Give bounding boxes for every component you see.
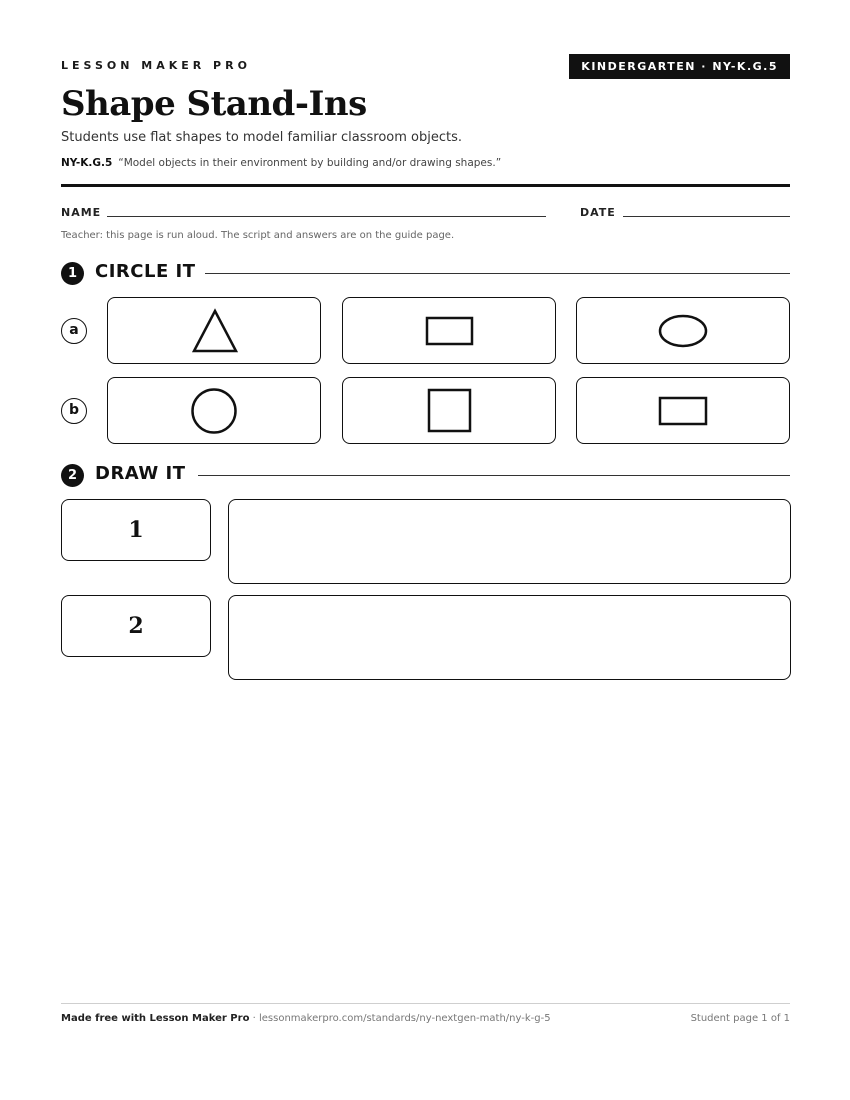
footer-url[interactable]: lessonmakerpro.com/standards/ny-nextgen-math/ny-k-g-5 — [258, 1013, 551, 1024]
page-subtitle: Students use flat shapes to model familiar classroom objects. — [61, 130, 463, 145]
oval-shape — [577, 298, 789, 363]
section-1-title: CIRCLE IT — [95, 261, 196, 282]
draw-area-2[interactable] — [228, 595, 791, 680]
rectangle-shape — [343, 298, 555, 363]
header-divider — [61, 184, 790, 187]
choice-box-a1[interactable] — [107, 297, 321, 364]
worksheet-page — [61, 0, 790, 1100]
choice-box-a2[interactable] — [342, 297, 556, 364]
row-a-label: a — [61, 318, 87, 344]
name-label: NAME — [61, 206, 102, 219]
choice-box-a3[interactable] — [576, 297, 790, 364]
date-label: DATE — [580, 206, 616, 219]
standard-text: “Model objects in their environment by building and/or drawing shapes.” — [118, 157, 502, 169]
standard-code: NY-K.G.5 — [61, 157, 113, 169]
choice-box-b1[interactable] — [107, 377, 321, 444]
draw-item-2-number: 2 — [61, 595, 211, 657]
square-shape — [343, 378, 555, 443]
circle-shape — [108, 378, 320, 443]
section-2-title: DRAW IT — [95, 463, 186, 484]
draw-area-1[interactable] — [228, 499, 791, 584]
rectangle-shape — [577, 378, 789, 443]
draw-item-1-number: 1 — [61, 499, 211, 561]
teacher-note: Teacher: this page is run aloud. The script and answers are on the guide page. — [61, 230, 455, 241]
name-field-line[interactable] — [107, 216, 546, 217]
footer-divider — [61, 1003, 790, 1004]
section-2-number: 2 — [61, 464, 84, 487]
section-2-rule — [198, 475, 790, 476]
choice-box-b2[interactable] — [342, 377, 556, 444]
date-field-line[interactable] — [623, 216, 790, 217]
grade-standard-badge: KINDERGARTEN · NY-K.G.5 — [569, 54, 790, 79]
footer-credit — [61, 1013, 551, 1024]
triangle-shape — [108, 298, 320, 363]
choice-box-b3[interactable] — [576, 377, 790, 444]
page-title: Shape Stand-Ins — [61, 84, 367, 124]
section-1-rule — [205, 273, 790, 274]
section-1-number: 1 — [61, 262, 84, 285]
brand-name: LESSON MAKER PRO — [61, 59, 251, 72]
footer-made-with: Made free with Lesson Maker Pro — [61, 1013, 250, 1024]
footer-page-number: Student page 1 of 1 — [690, 1013, 790, 1024]
footer-separator: · — [249, 1013, 259, 1024]
row-b-label: b — [61, 398, 87, 424]
standard-line — [61, 157, 501, 169]
